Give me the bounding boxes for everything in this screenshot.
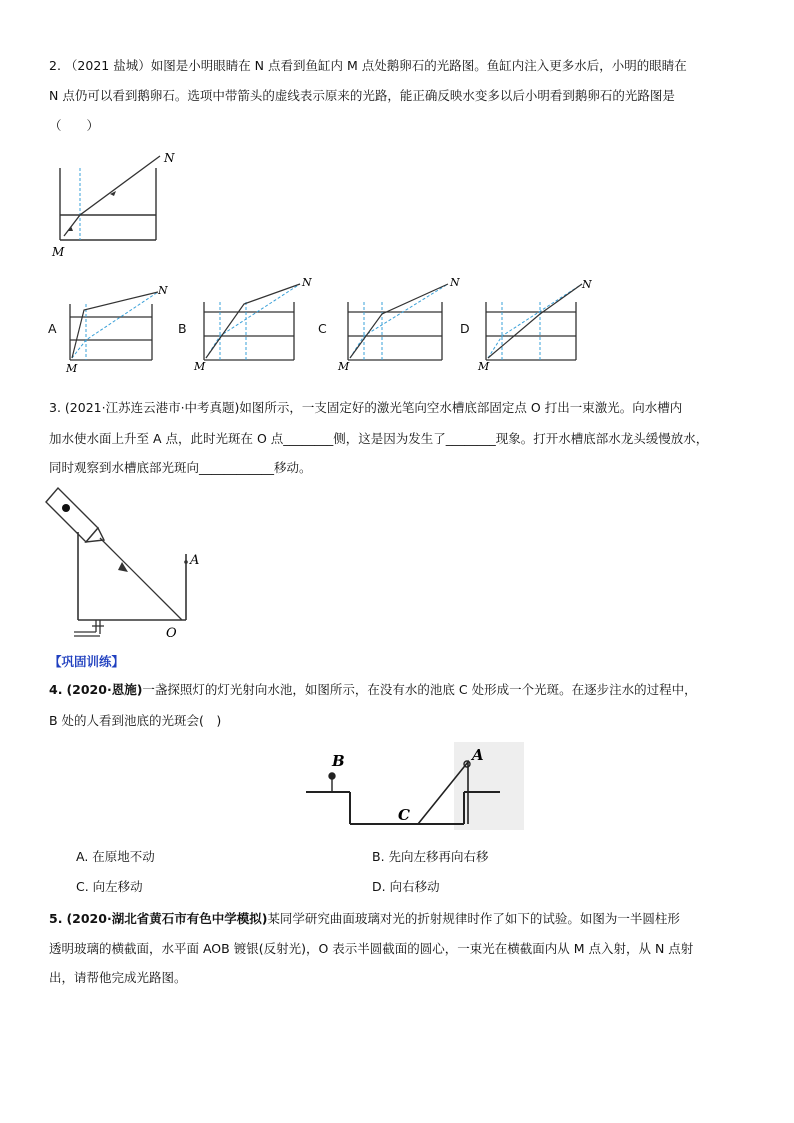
q3-number: 3. (49, 400, 61, 415)
q2-option-b-figure[interactable] (190, 274, 315, 374)
q4-number: 4. (49, 682, 63, 697)
q3-text-3: 同时观察到水槽底部光斑向____________移动。 (49, 460, 312, 475)
q5-line-1 (49, 909, 749, 929)
drain-tap (74, 620, 104, 636)
svg-text:N: N (582, 278, 592, 291)
q2-option-d-label[interactable]: D (460, 321, 470, 336)
q2-option-b-label[interactable]: B (178, 321, 187, 336)
q5-text-1: 某同学研究曲面玻璃对光的折射规律时作了如下的试验。如图为一半圆柱形 (267, 911, 680, 926)
q4-choice-b[interactable]: B. 先向左移再向右移 (372, 849, 489, 864)
label-A: A (190, 553, 200, 568)
person-B (329, 773, 335, 792)
section-heading: 【巩固训练】 (49, 654, 125, 669)
svg-text:M: M (66, 362, 78, 375)
svg-text:N: N (302, 276, 312, 289)
label-B: B (332, 752, 345, 770)
water-tank (78, 532, 186, 620)
q5-text-3: 出，请帮他完成光路图。 (49, 970, 187, 985)
q4-figure (304, 742, 524, 832)
label-C: C (398, 806, 410, 824)
q2-number: 2. (49, 58, 61, 73)
q5-source: (2020·湖北省黄石市有色中学模拟) (66, 911, 268, 926)
q2-main-figure (48, 148, 188, 263)
q2-text-2: N 点仍可以看到鹅卵石。选项中带箭头的虚线表示原来的光路，能正确反映水变多以后小明看到鹅卵石的光路图是 (49, 88, 675, 103)
q2-option-a-label[interactable]: A (48, 321, 57, 336)
q4-line-1 (49, 680, 749, 700)
label-A-searchlight: A (472, 746, 484, 764)
q2-option-c-figure[interactable] (328, 274, 458, 374)
svg-text:M: M (338, 360, 350, 373)
q3-line-1 (49, 398, 749, 418)
svg-text:M: M (478, 360, 490, 373)
laser-beam (100, 538, 182, 620)
q3-text-2: 加水使水面上升至 A 点，此时光斑在 O 点________侧，这是因为发生了________现象。打开水槽底部水龙头缓慢放水， (49, 431, 709, 446)
tank (60, 168, 156, 240)
label-M: M (52, 245, 65, 259)
q2-text-3: （ ） (49, 118, 100, 133)
label-N: N (164, 151, 175, 165)
q4-source: (2020·恩施) (66, 682, 143, 697)
label-O: O (166, 626, 177, 641)
q4-text-1: 一盏探照灯的灯光射向水池，如图所示，在没有水的池底 C 处形成一个光斑。在逐步注水的过程中， (142, 682, 697, 697)
q5-text-2: 透明玻璃的横截面，水平面 AOB 镀银(反射光)，O 表示半圆截面的圆心，一束光在横截面内从 M 点入射，从 N 点射 (49, 941, 694, 956)
q2-option-c-label[interactable]: C (318, 321, 327, 336)
q4-text-2: B 处的人看到池底的光斑会( ) (49, 713, 222, 728)
laser-pen (46, 488, 104, 542)
q2-line-1 (49, 56, 749, 76)
q2-option-d-figure[interactable] (470, 274, 595, 374)
q5-number: 5. (49, 911, 63, 926)
q2-text-1: （2021 盐城）如图是小明眼睛在 N 点看到鱼缸内 M 点处鹅卵石的光路图。鱼缸内注入更多水后，小明的眼睛在 (64, 58, 687, 73)
q4-choice-d[interactable]: D. 向右移动 (372, 879, 440, 894)
q4-choice-a[interactable]: A. 在原地不动 (76, 849, 155, 864)
q3-text-1: (2021·江苏连云港市·中考真题)如图所示，一支固定好的激光笔向空水槽底部固定点 O 打出一束激光。向水槽内 (64, 400, 683, 415)
light-path (64, 156, 160, 236)
svg-text:M: M (194, 360, 206, 373)
svg-text:N: N (450, 276, 460, 289)
svg-text:N: N (158, 284, 168, 297)
q2-option-a-figure[interactable] (60, 282, 170, 374)
q4-choice-c[interactable]: C. 向左移动 (76, 879, 143, 894)
q3-figure (42, 484, 212, 644)
